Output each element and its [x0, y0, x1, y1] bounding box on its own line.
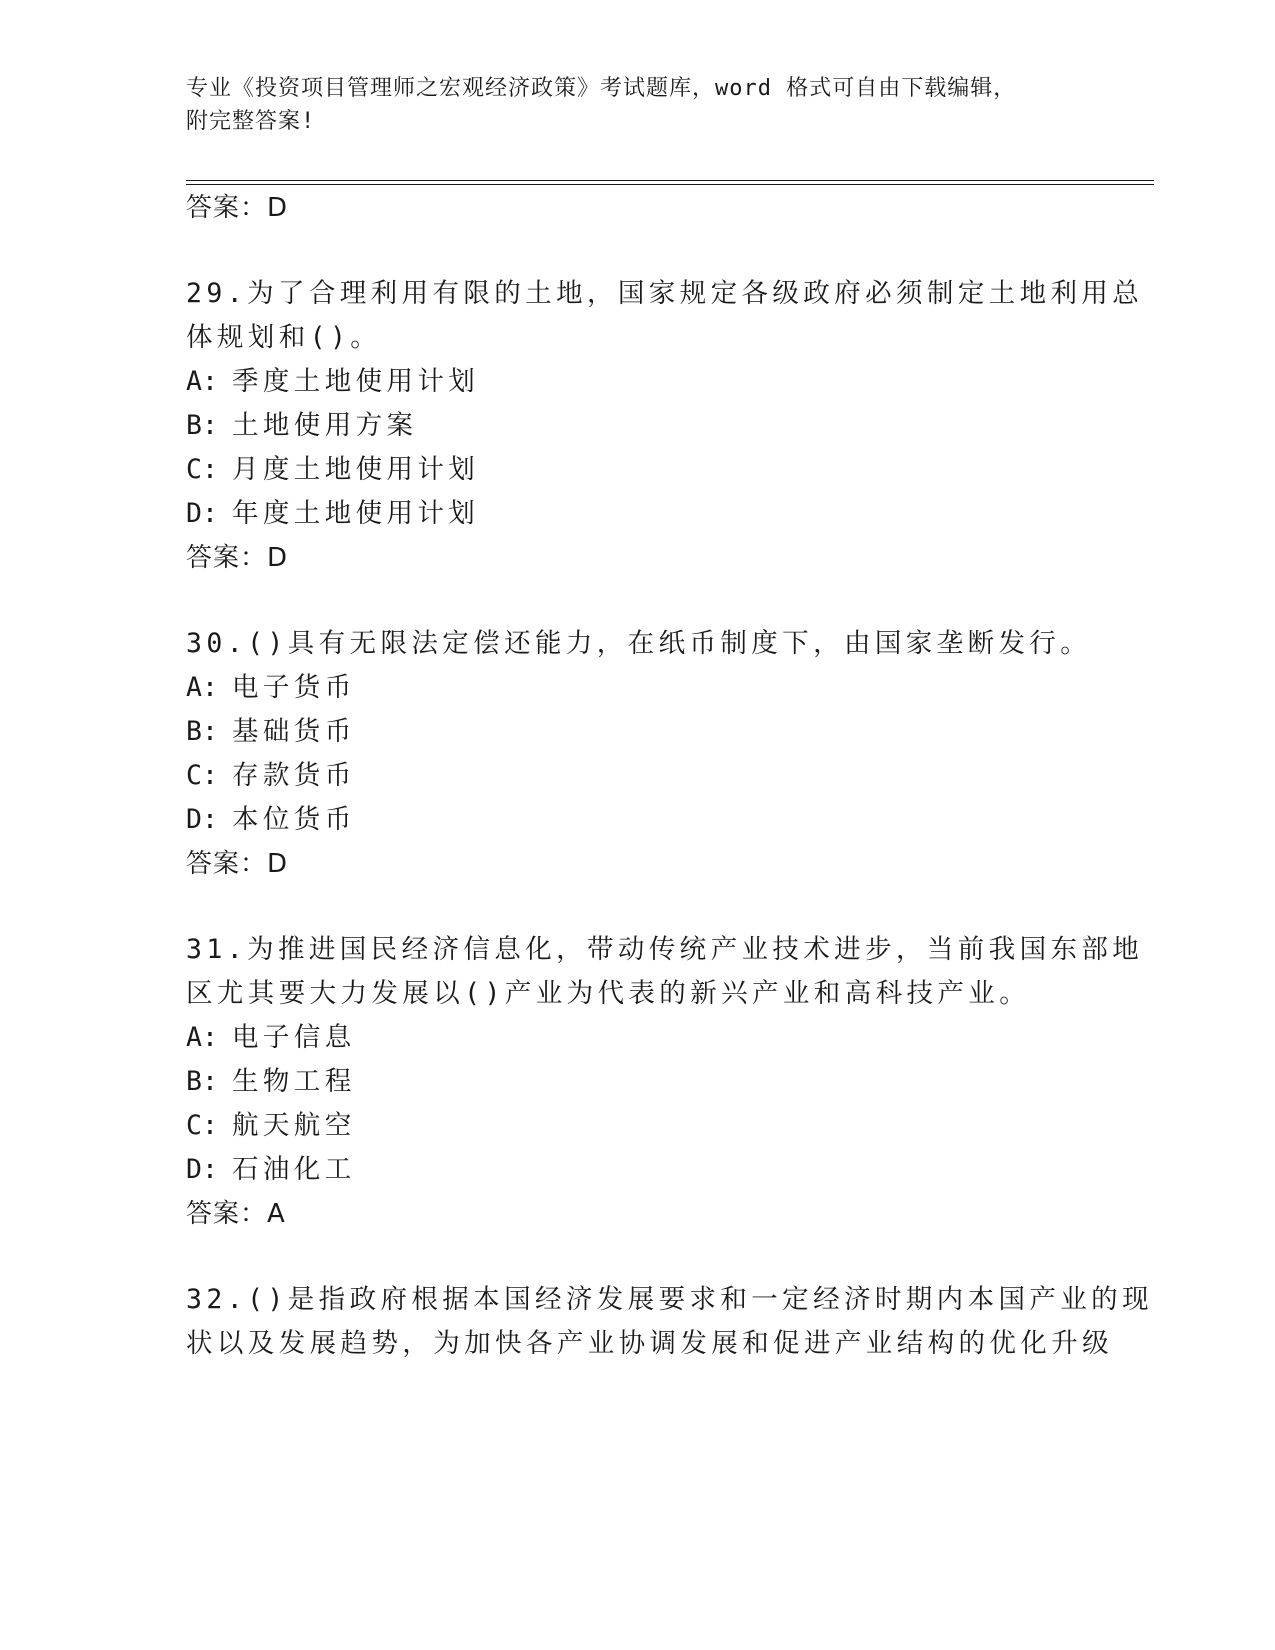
- option-letter: A:: [186, 366, 218, 397]
- option-text: 土地使用方案: [232, 410, 418, 441]
- option-text: 航天航空: [232, 1110, 356, 1141]
- option-letter: B:: [186, 1066, 218, 1097]
- question-31-option-a: [186, 1020, 356, 1056]
- question-29-option-b: [186, 408, 417, 444]
- option-letter: B:: [186, 716, 218, 747]
- option-letter: B:: [186, 410, 218, 441]
- question-32-line-1: 32.()是指政府根据本国经济发展要求和一定经济时期内本国产业的现: [186, 1284, 1153, 1315]
- question-30-line-1: 30.()具有无限法定偿还能力，在纸币制度下，由国家垄断发行。: [186, 628, 1092, 659]
- header-divider-top: [186, 180, 1154, 181]
- option-letter: A:: [186, 672, 218, 703]
- option-text: 月度土地使用计划: [232, 454, 480, 485]
- document-header: [186, 72, 1086, 138]
- option-text: 存款货币: [232, 760, 356, 791]
- question-30-option-a: [186, 670, 356, 706]
- option-letter: C:: [186, 760, 218, 791]
- header-line-1: 专业《投资项目管理师之宏观经济政策》考试题库，word 格式可自由下载编辑，: [186, 76, 1017, 101]
- question-31-option-c: [186, 1108, 356, 1144]
- option-text: 石油化工: [232, 1154, 356, 1185]
- option-text: 生物工程: [232, 1066, 356, 1097]
- option-letter: D:: [186, 498, 218, 529]
- question-29-option-c: [186, 452, 479, 488]
- question-31-option-d: [186, 1152, 356, 1188]
- option-text: 季度土地使用计划: [232, 366, 480, 397]
- question-31-line-1: 31.为推进国民经济信息化，带动传统产业技术进步，当前我国东部地: [186, 934, 1144, 965]
- question-29-answer: 答案：D: [186, 543, 289, 573]
- option-text: 电子货币: [232, 672, 356, 703]
- question-30-option-d: [186, 802, 356, 838]
- option-letter: C:: [186, 454, 218, 485]
- option-text: 基础货币: [232, 716, 356, 747]
- option-text: 电子信息: [232, 1022, 356, 1053]
- question-31-line-2: 区尤其要大力发展以()产业为代表的新兴产业和高科技产业。: [186, 978, 1031, 1009]
- question-31-answer: 答案：A: [186, 1199, 286, 1229]
- option-letter: D:: [186, 1154, 218, 1185]
- question-29-line-2: 体规划和()。: [186, 322, 382, 353]
- option-text: 本位货币: [232, 804, 356, 835]
- question-32-line-2: 状以及发展趋势，为加快各产业协调发展和促进产业结构的优化升级: [186, 1328, 1113, 1359]
- option-letter: A:: [186, 1022, 218, 1053]
- question-29-option-a: [186, 364, 479, 400]
- header-line-2: 附完整答案!: [186, 109, 316, 134]
- option-letter: C:: [186, 1110, 218, 1141]
- header-divider-bottom: [186, 184, 1154, 185]
- question-29-line-1: 29.为了合理利用有限的土地，国家规定各级政府必须制定土地利用总: [186, 278, 1144, 309]
- answer-previous: 答案：D: [186, 193, 289, 223]
- question-31-option-b: [186, 1064, 356, 1100]
- question-29-option-d: [186, 496, 479, 532]
- option-letter: D:: [186, 804, 218, 835]
- question-30-answer: 答案：D: [186, 849, 289, 879]
- option-text: 年度土地使用计划: [232, 498, 480, 529]
- question-30-option-b: [186, 714, 356, 750]
- question-30-option-c: [186, 758, 356, 794]
